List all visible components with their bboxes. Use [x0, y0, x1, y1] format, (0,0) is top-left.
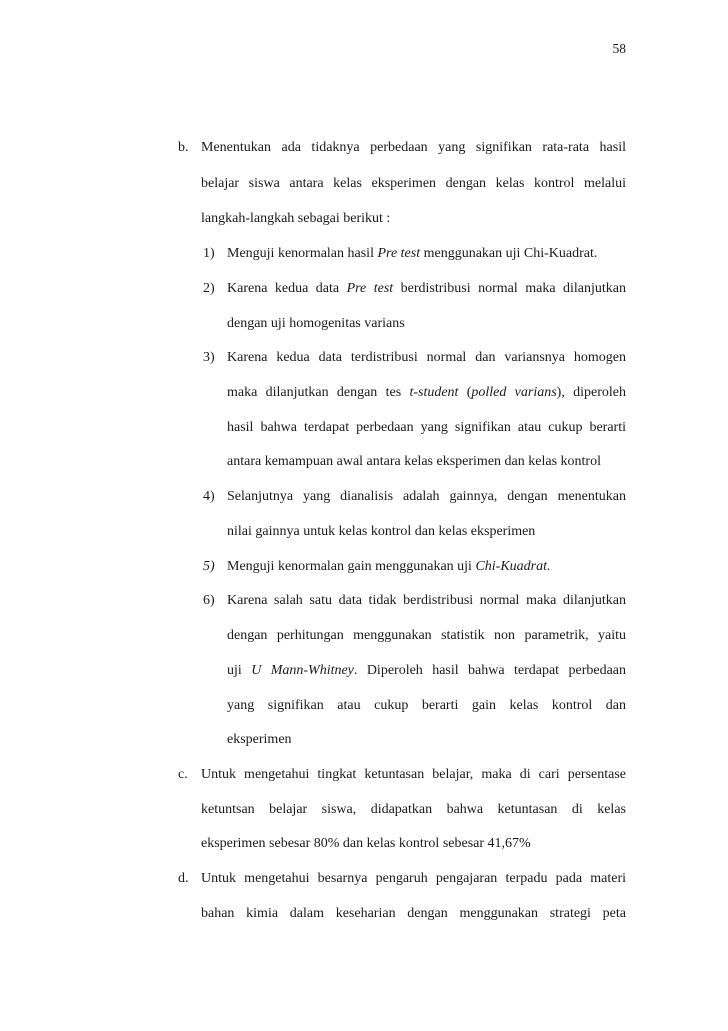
text-line [201, 138, 626, 158]
italic-text: Chi-Kuadrat. [475, 559, 551, 574]
text-segment: Menguji kenormalan gain menggunakan uji [227, 559, 476, 574]
text-line [227, 661, 626, 681]
list-marker: 1) [203, 246, 215, 261]
text-segment: ), diperoleh [556, 385, 626, 400]
text-segment: uji [227, 663, 252, 678]
italic-text: Pre test [377, 246, 421, 261]
text-line [227, 452, 626, 472]
text-line [227, 626, 626, 646]
text-line [201, 834, 626, 854]
list-marker: 6) [203, 593, 215, 608]
text-line [227, 591, 626, 611]
text-segment: langkah-langkah sebagai berikut : [201, 211, 391, 226]
text-segment: dengan perhitungan menggunakan statistik non parametrik, yaitu [227, 628, 626, 643]
list-marker: 5) [203, 559, 215, 574]
text-line [201, 174, 626, 194]
italic-text: U Mann-Whitney [251, 663, 354, 678]
text-segment: hasil bahwa terdapat perbedaan yang signifikan atau cukup berarti [227, 420, 626, 435]
text-line [227, 348, 626, 368]
text-line [227, 418, 626, 438]
text-line [227, 557, 626, 577]
text-segment: . Diperoleh hasil bahwa terdapat perbedaan [353, 663, 626, 678]
text-line [227, 730, 626, 750]
text-segment: Menguji kenormalan hasil [227, 246, 378, 261]
text-segment: belajar siswa antara kelas eksperimen dengan kelas kontrol melalui [201, 176, 626, 191]
text-line [201, 904, 626, 924]
text-segment: antara kemampuan awal antara kelas eksperimen dan kelas kontrol [227, 454, 601, 469]
text-segment: yang signifikan atau cukup berarti gain kelas kontrol dan [227, 698, 626, 713]
list-marker: 3) [203, 350, 215, 365]
italic-text: t-student [409, 385, 459, 400]
text-segment: ketuntsan belajar siswa, didapatkan bahwa ketuntasan di kelas [201, 802, 626, 817]
text-line [227, 487, 626, 507]
text-segment: Menentukan ada tidaknya perbedaan yang signifikan rata-rata hasil [201, 140, 626, 155]
page-number: 58 [612, 41, 626, 56]
text-line [201, 209, 626, 229]
text-segment: Karena kedua data terdistribusi normal dan variansnya homogen [227, 350, 626, 365]
text-segment: Untuk mengetahui besarnya pengaruh pengajaran terpadu pada materi [201, 871, 626, 886]
text-segment: bahan kimia dalam keseharian dengan menggunakan strategi peta [201, 906, 626, 921]
text-line [201, 800, 626, 820]
list-marker: b. [178, 140, 189, 155]
text-segment: berdistribusi normal maka dilanjutkan [393, 281, 626, 296]
list-marker: c. [178, 767, 188, 782]
list-marker: d. [178, 871, 189, 886]
italic-text: polled varians [471, 385, 557, 400]
text-line [227, 696, 626, 716]
text-line [227, 383, 626, 403]
italic-text: Pre test [346, 281, 394, 296]
text-line [227, 314, 626, 334]
text-segment: Karena kedua data [227, 281, 347, 296]
text-segment: ( [458, 385, 472, 400]
text-segment: Selanjutnya yang dianalisis adalah gainnya, dengan menentukan [227, 489, 626, 504]
text-line [201, 869, 626, 889]
list-marker: 4) [203, 489, 215, 504]
text-segment: dengan uji homogenitas varians [227, 316, 405, 331]
text-segment: nilai gainnya untuk kelas kontrol dan kelas eksperimen [227, 524, 536, 539]
text-line [227, 279, 626, 299]
text-line [227, 522, 626, 542]
list-marker: 2) [203, 281, 215, 296]
text-segment: eksperimen [227, 732, 292, 747]
text-line [227, 244, 626, 264]
text-segment: menggunakan uji Chi-Kuadrat. [420, 246, 598, 261]
text-segment: maka dilanjutkan dengan tes [227, 385, 410, 400]
text-segment: eksperimen sebesar 80% dan kelas kontrol sebesar 41,67% [201, 836, 531, 851]
text-line [201, 765, 626, 785]
text-segment: Untuk mengetahui tingkat ketuntasan belajar, maka di cari persentase [201, 767, 626, 782]
text-segment: Karena salah satu data tidak berdistribusi normal maka dilanjutkan [227, 593, 626, 608]
